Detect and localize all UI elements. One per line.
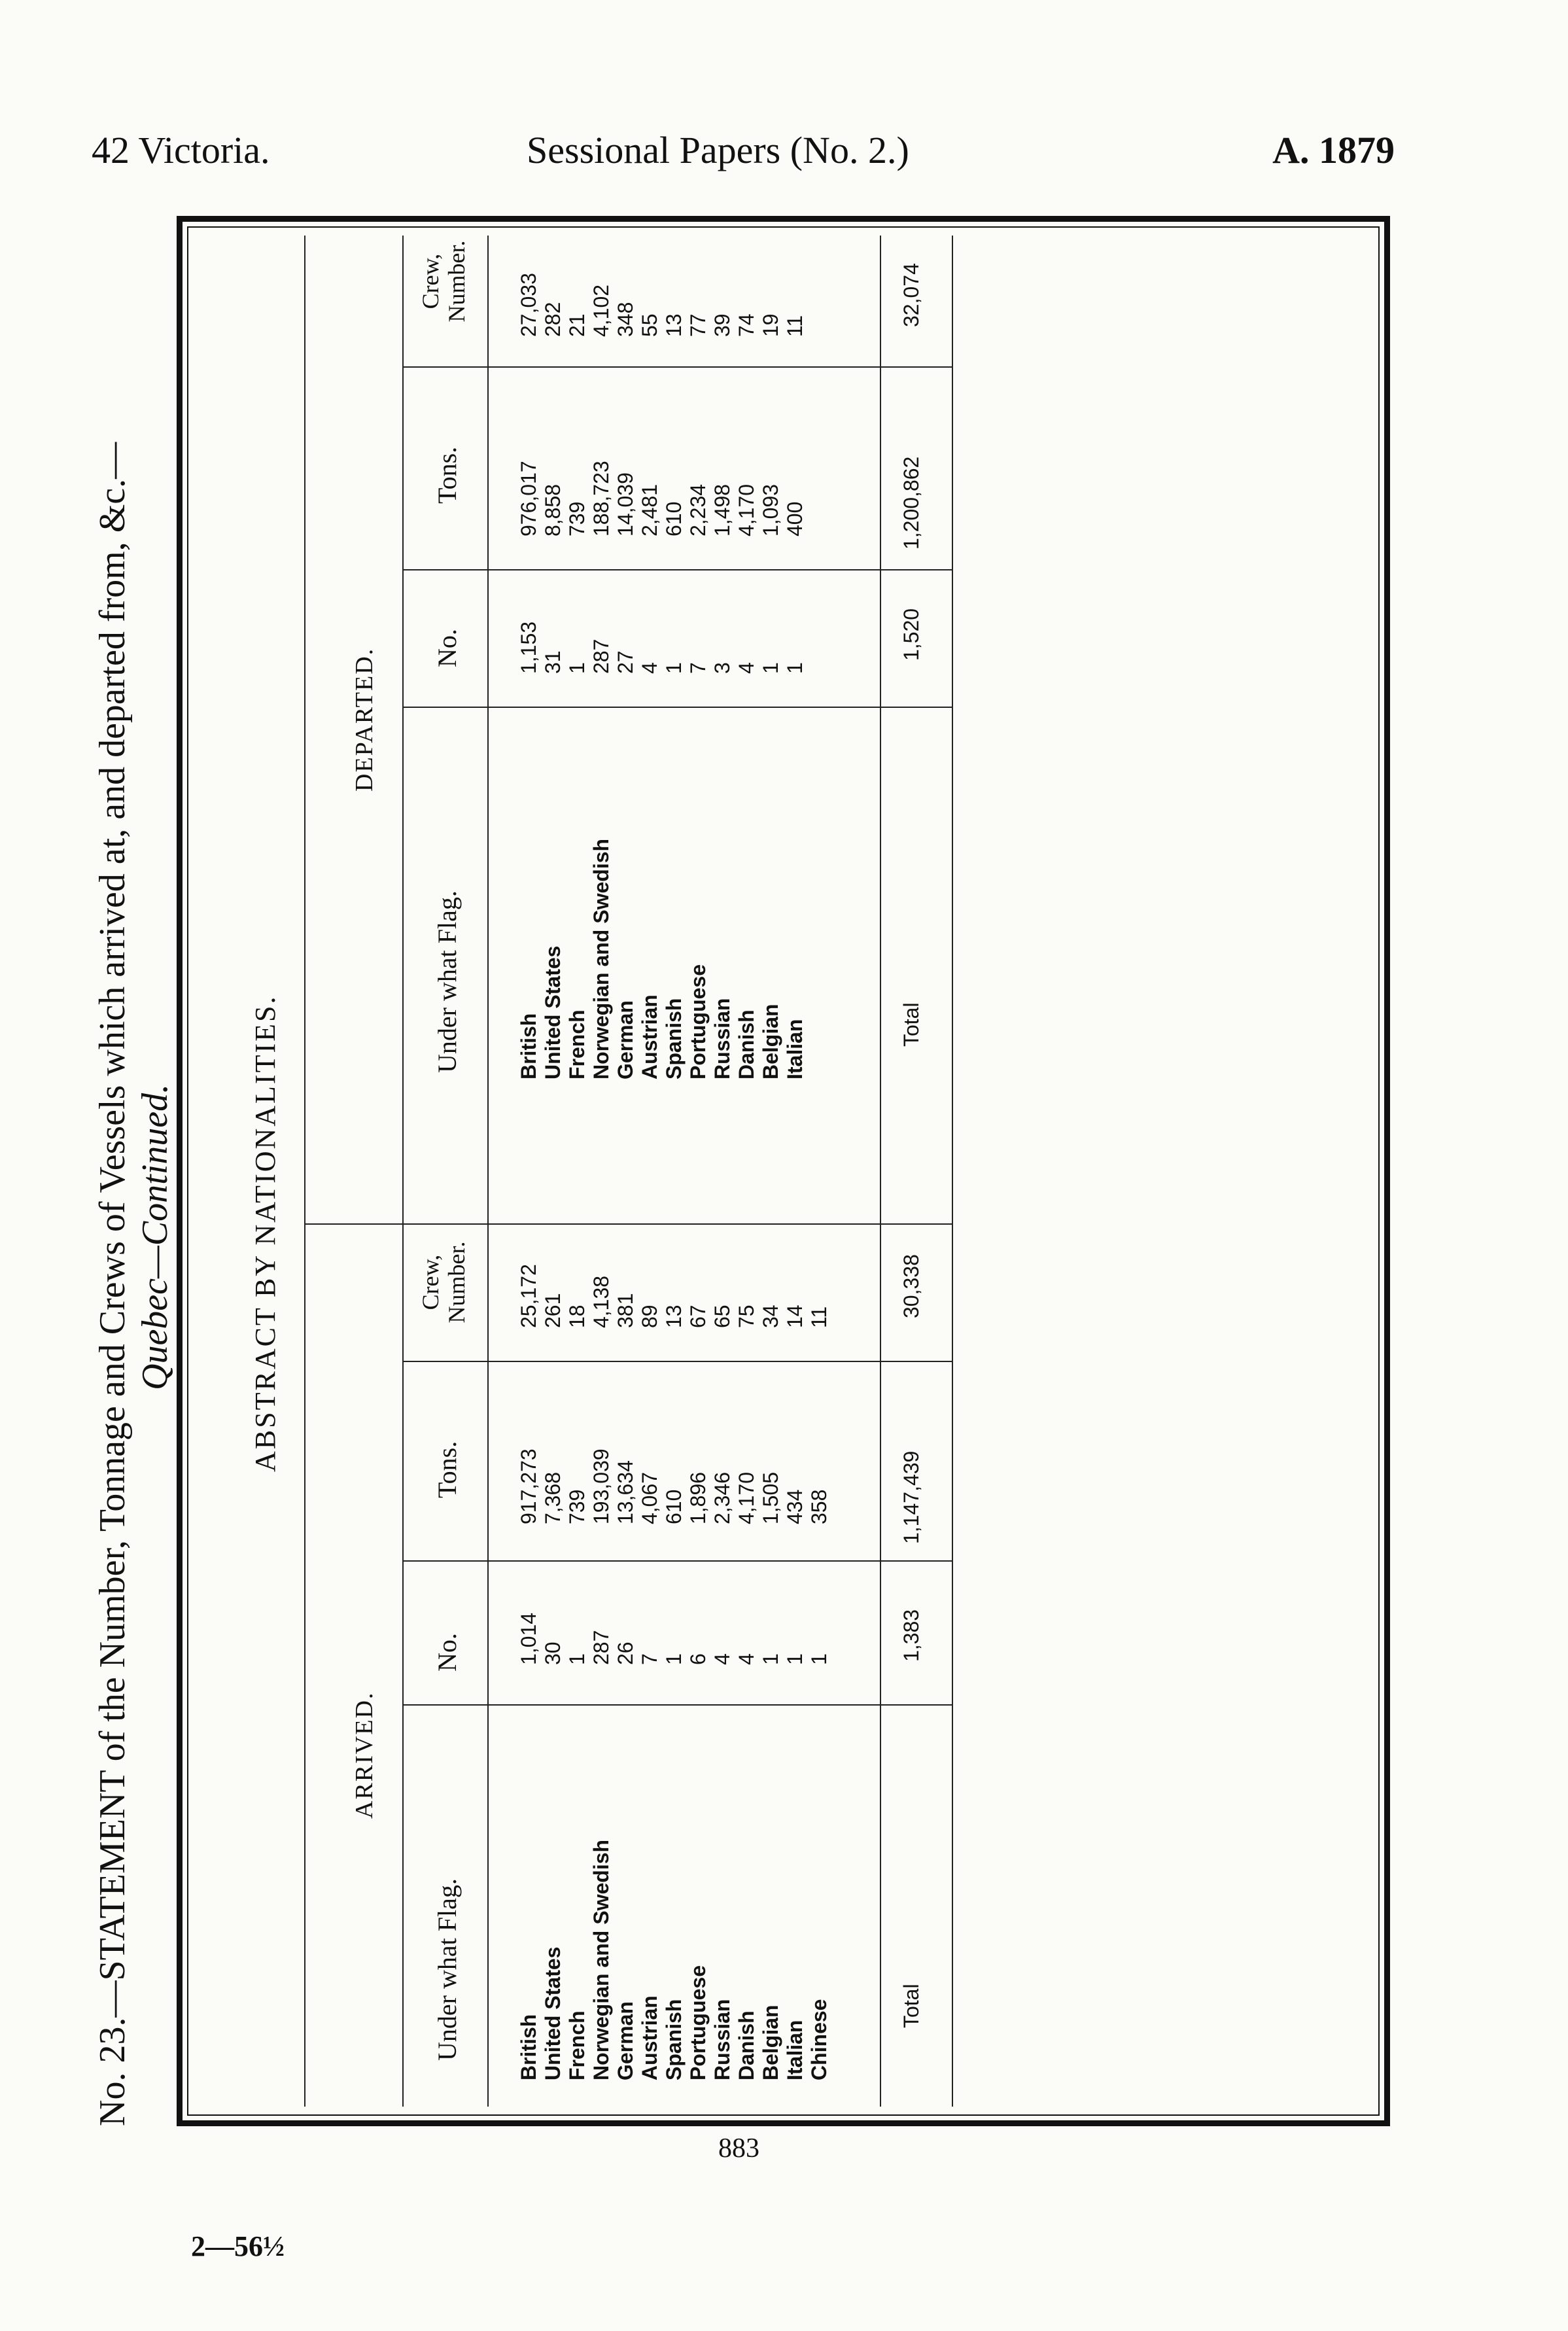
departed-total-crew: 32,074: [899, 263, 923, 327]
arrived-row-flag-cell: United States: [541, 1946, 565, 2080]
departed-row-no-cell: 31: [541, 650, 565, 674]
arrived-col-flag: Under what Flag.: [432, 1878, 462, 2061]
departed-row-tons-cell: 739: [565, 501, 589, 536]
departed-row-crew-cell: 348: [614, 302, 637, 337]
arrived-col-crew: Crew, Number.: [417, 1241, 470, 1323]
rule-arr-flag-no: [402, 1704, 952, 1706]
rule-total: [880, 236, 881, 2107]
departed-row-tons-cell: 1,498: [710, 483, 734, 536]
arrived-row-tons-cell: 1,896: [686, 1471, 710, 1524]
departed-row-no-cell: 1: [662, 662, 686, 674]
departed-row-crew-cell: 13: [662, 313, 686, 337]
arrived-row-crew-cell: 4,138: [589, 1275, 613, 1328]
departed-row-crew-cell: 74: [735, 313, 758, 337]
departed-row-tons-cell: 4,170: [735, 483, 758, 536]
rule-dep-no-tons: [402, 569, 952, 570]
rule-colheaders: [487, 236, 489, 2107]
departed-total-label: Total: [899, 1002, 923, 1047]
departed-row-crew-cell: 19: [759, 313, 782, 337]
arrived-row-crew-cell: 381: [614, 1293, 637, 1328]
departed-row-no-cell: 27: [614, 650, 637, 674]
arrived-row-tons-cell: 2,346: [710, 1471, 734, 1524]
departed-row-crew-cell: 77: [686, 313, 710, 337]
page-number: 883: [718, 2133, 759, 2164]
arrived-row-no-cell: 1: [783, 1653, 807, 1665]
departed-row-tons-cell: 400: [783, 501, 807, 536]
departed-row-no-cell: 1: [759, 662, 782, 674]
header-left: 42 Victoria.: [92, 129, 270, 171]
arrived-row-tons-cell: 917,273: [517, 1448, 540, 1524]
arrived-row-no-cell: 30: [541, 1641, 565, 1665]
arrived-row-crew-cell: 13: [662, 1305, 686, 1328]
rule-dep-tons-crew: [402, 366, 952, 368]
arrived-row-no-cell: 1: [565, 1653, 589, 1665]
arrived-row-no-cell: 6: [686, 1653, 710, 1665]
arrived-row-no-cell: 7: [638, 1653, 661, 1665]
arrived-col-no: No.: [432, 1633, 462, 1672]
arrived-row-no-cell: 1,014: [517, 1612, 540, 1665]
departed-row-flag-cell: French: [565, 1009, 589, 1079]
departed-row-tons-cell: 188,723: [589, 461, 613, 536]
arrived-row-tons-cell: 434: [783, 1489, 807, 1524]
departed-row-no-cell: 1: [565, 662, 589, 674]
departed-row-flag-cell: Portuguese: [686, 964, 710, 1079]
departed-row-no-cell: 1: [783, 662, 807, 674]
arrived-row-tons-cell: 4,067: [638, 1471, 661, 1524]
departed-row-flag-cell: Danish: [735, 1009, 758, 1079]
arrived-row-tons-cell: 4,170: [735, 1471, 758, 1524]
arrived-row-no-cell: 287: [589, 1630, 613, 1665]
arrived-row-tons-cell: 7,368: [541, 1471, 565, 1524]
departed-row-flag-cell: Spanish: [662, 998, 686, 1079]
arrived-row-tons-cell: 739: [565, 1489, 589, 1524]
arrived-row-flag-cell: Danish: [735, 2010, 758, 2080]
departed-row-no-cell: 3: [710, 662, 734, 674]
departed-row-crew-cell: 282: [541, 302, 565, 337]
arrived-row-crew-cell: 89: [638, 1305, 661, 1328]
departed-row-flag-cell: Belgian: [759, 1004, 782, 1079]
departed-total-no: 1,520: [899, 608, 923, 661]
rule-total-end: [952, 236, 953, 2107]
departed-row-flag-cell: German: [614, 1000, 637, 1079]
rule-section: [402, 236, 404, 2107]
arrived-row-no-cell: 1: [759, 1653, 782, 1665]
departed-col-tons: Tons.: [432, 446, 462, 504]
arrived-row-flag-cell: British: [517, 2014, 540, 2080]
departed-row-crew-cell: 39: [710, 313, 734, 337]
arrived-row-tons-cell: 358: [807, 1489, 831, 1524]
departed-row-flag-cell: Russian: [710, 998, 734, 1079]
departed-row-no-cell: 7: [686, 662, 710, 674]
arrived-row-flag-cell: German: [614, 2001, 637, 2080]
arrived-row-no-cell: 1: [807, 1653, 831, 1665]
section-arrived: ARRIVED.: [351, 1691, 378, 1819]
departed-total-tons: 1,200,862: [899, 456, 923, 550]
arrived-row-flag-cell: Portuguese: [686, 1965, 710, 2080]
arrived-total-crew: 30,338: [899, 1254, 923, 1318]
arrived-row-no-cell: 1: [662, 1653, 686, 1665]
departed-row-crew-cell: 27,033: [517, 273, 540, 337]
arrived-total-label: Total: [899, 1984, 923, 2028]
arrived-row-flag-cell: Austrian: [638, 1995, 661, 2080]
arrived-row-flag-cell: French: [565, 2010, 589, 2080]
departed-row-flag-cell: United States: [541, 945, 565, 1079]
arrived-row-crew-cell: 18: [565, 1305, 589, 1328]
departed-row-tons-cell: 2,481: [638, 483, 661, 536]
departed-row-tons-cell: 610: [662, 501, 686, 536]
departed-col-crew: Crew, Number.: [417, 240, 470, 323]
header-right: A. 1879: [1272, 129, 1395, 171]
departed-row-flag-cell: Norwegian and Swedish: [589, 838, 613, 1079]
departed-row-tons-cell: 14,039: [614, 472, 637, 536]
departed-row-crew-cell: 11: [783, 315, 807, 337]
departed-row-no-cell: 4: [735, 662, 758, 674]
arrived-row-tons-cell: 610: [662, 1489, 686, 1524]
arrived-row-crew-cell: 11: [807, 1306, 831, 1328]
abstract-title: ABSTRACT BY NATIONALITIES.: [249, 994, 281, 1472]
arrived-row-crew-cell: 65: [710, 1305, 734, 1328]
rule-arrived-departed: [304, 1223, 952, 1225]
arrived-row-flag-cell: Spanish: [662, 1999, 686, 2080]
arrived-row-crew-cell: 34: [759, 1305, 782, 1328]
arrived-row-no-cell: 4: [735, 1653, 758, 1665]
arrived-total-tons: 1,147,439: [899, 1450, 923, 1544]
departed-row-flag-cell: Austrian: [638, 994, 661, 1079]
departed-col-flag: Under what Flag.: [432, 890, 462, 1073]
rule-abstract: [304, 236, 305, 2107]
arrived-row-flag-cell: Belgian: [759, 2005, 782, 2080]
departed-row-no-cell: 1,153: [517, 621, 540, 674]
sheet-mark: 2—56½: [191, 2230, 285, 2262]
arrived-row-crew-cell: 75: [735, 1305, 758, 1328]
arrived-total-no: 1,383: [899, 1609, 923, 1662]
arrived-row-crew-cell: 25,172: [517, 1264, 540, 1328]
rule-arr-no-tons: [402, 1560, 952, 1562]
rule-dep-flag-no: [402, 707, 952, 708]
departed-col-no: No.: [432, 629, 462, 667]
caption-line-1: No. 23.—STATEMENT of the Number, Tonnage and Crews of Vessels which arrived at, and departed from, &c.—: [92, 442, 133, 2126]
arrived-row-flag-cell: Italian: [783, 2020, 807, 2080]
departed-row-no-cell: 287: [589, 639, 613, 674]
arrived-row-flag-cell: Russian: [710, 1999, 734, 2080]
arrived-row-no-cell: 26: [614, 1641, 637, 1665]
arrived-row-tons-cell: 13,634: [614, 1460, 637, 1524]
arrived-row-crew-cell: 14: [783, 1305, 807, 1328]
arrived-row-crew-cell: 67: [686, 1305, 710, 1328]
arrived-row-tons-cell: 193,039: [589, 1448, 613, 1524]
arrived-col-tons: Tons.: [432, 1441, 462, 1498]
departed-row-flag-cell: Italian: [783, 1019, 807, 1079]
departed-row-tons-cell: 1,093: [759, 483, 782, 536]
arrived-row-tons-cell: 1,505: [759, 1471, 782, 1524]
header-center: Sessional Papers (No. 2.): [527, 129, 909, 171]
section-departed: DEPARTED.: [351, 647, 378, 792]
departed-row-tons-cell: 8,858: [541, 483, 565, 536]
caption-line-2: Quebec—Continued.: [135, 1083, 175, 1390]
departed-row-tons-cell: 976,017: [517, 461, 540, 536]
rule-arr-tons-crew: [402, 1361, 952, 1362]
departed-row-tons-cell: 2,234: [686, 483, 710, 536]
departed-row-flag-cell: British: [517, 1013, 540, 1079]
departed-row-crew-cell: 21: [565, 313, 589, 337]
arrived-row-no-cell: 4: [710, 1653, 734, 1665]
arrived-row-flag-cell: Chinese: [807, 1999, 831, 2080]
arrived-row-crew-cell: 261: [541, 1293, 565, 1328]
departed-row-crew-cell: 55: [638, 313, 661, 337]
departed-row-crew-cell: 4,102: [589, 284, 613, 337]
departed-row-no-cell: 4: [638, 662, 661, 674]
arrived-row-flag-cell: Norwegian and Swedish: [589, 1839, 613, 2080]
